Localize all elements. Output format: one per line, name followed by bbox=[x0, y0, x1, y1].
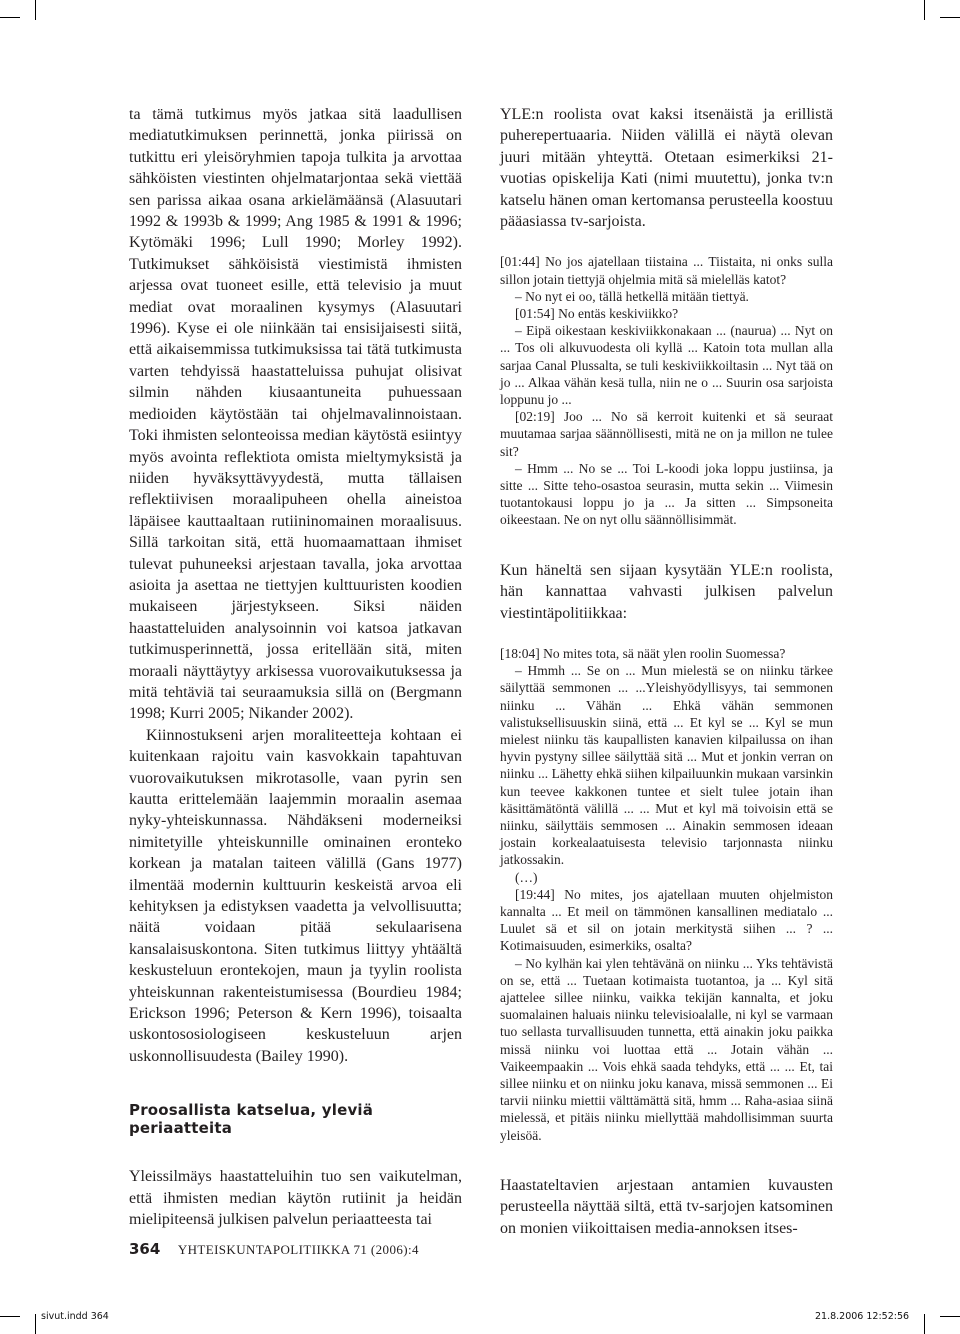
interview-line: – No kylhän kai ylen tehtävänä on niinku ... Yks tehtävistä on se, että ... Tuetaan kotimaista tuotantoa, ja ... Kyl sitä ajattelee sillee niinku, vaikka tekijän kannalta, et joku suomalainen haluais niinku televisioalalle, ni kyl se varmaan tuo sellasta turvallisuuden tunnetta, että ainakin joku paikka missä niinku voi luottaa että ... Jotain vähän ... Vaikeempaakin ... Vois ehkä saada tehdyks, että ... ... Et, tai sillee niinku et on niinku joku kanava, missä semmonen ... Ei tarvii niinku miettii välttämättä sitä, hmm ... Raha-asiaa siinä mielessä, et pitäis niinku miellyttää mahdollisimman suurta yleisöä. bbox=[500, 955, 833, 1143]
interview-line: (…) bbox=[515, 869, 538, 885]
interview-line: [01:44] No jos ajatellaan tiistaina ... Tiistaita, ni onks sulla sillon jotain tiettyjä ohjelmia mitä sä mielelläs katot? bbox=[500, 254, 833, 287]
left-column bbox=[129, 104, 462, 1231]
right-column bbox=[500, 104, 833, 1239]
body-paragraph: YLE:n roolista ovat kaksi itsenäistä ja erillistä puherepertuaaria. Niiden välillä ei näytä olevan juuri mitään yhteyttä. Otetaan esimerkiksi 21-vuotias opiskelija Kati (nimi muutettu), jonka tv:n katselu hänen oman kertomansa perusteella koostuu pääasiassa tv-sarjoista. bbox=[500, 106, 833, 231]
body-paragraph: Yleissilmäys haastatteluihin tuo sen vaikutelman, että ihmisten median käytön rutiinit ja heidän mielipiteensä julkisen palvelun periaatteesta tai bbox=[129, 1168, 462, 1229]
crop-mark-top-right-v bbox=[924, 0, 925, 20]
interview-line: [18:04] No mites tota, sä näät ylen roolin Suomessa? bbox=[500, 645, 786, 661]
interview-line: – Eipä oikestaan keskiviikkonakaan ... (naurua) ... Nyt on ... Tos oli alkuvuodesta oli kyllä ... Katoin tota mullan alla sarjaa Canal Plussalta, se tuli keskiviikkoiltasin ... Nyt tää on jo ... Alkaa vähän kesä tulla, niin ne o ... Suurin osa sarjoista loppunu jo ... bbox=[500, 323, 833, 408]
crop-mark-bottom-right-h bbox=[940, 1316, 960, 1317]
interview-line: – Hmmh ... Se on ... Mun mielestä se on niinku tärkee säilyttää semmonen ... ...Yleishyödyllisyys, tai semmonen niinku ... Vähän ... Ehkä vähän semmonen valistuksellisuuskin siinä, että ... Et kyl se ... Kyl se mun mielest niinku täs kaupallisten kanavien kilpailussa on ihan hyvin pystyny sillee säilyttää sitä ... Mut et jonkin verran on niinku ... Lähetty ehkä siihen kilpailuunkin mukaan varsinkin kun teevee kakkonen tuntee et sielt tulee jotain ihan käsittämätöntä välillä ... ... Mut et kyl mä toivoisin että se niinku, säilyttäis semmosen ... Ainakin semmosen ideaan jostain korkealaatuisesta televisio tarjonnasta niinku jatkossakin. bbox=[500, 663, 833, 868]
journal-name: YHTEISKUNTAPOLITIIKKA 71 (2006):4 bbox=[177, 1242, 419, 1257]
interview-line: [02:19] Joo ... No sä kerroit kuitenki et sä seuraat muutamaa sarjaa säännöllisesti, mitä ne on ja millon ne tulee sit? bbox=[500, 409, 833, 459]
crop-mark-bottom-left-h bbox=[0, 1316, 20, 1317]
crop-mark-top-left-v bbox=[35, 0, 36, 20]
body-paragraph: Kiinnostukseni arjen moraliteetteja kohtaan ei kuitenkaan rajoitu vain kasvokkain tapahtuvan vuorovaikutuksen mikrotasolle, vaan pyrin sen kautta erittelemään laajemmin moraalin asemaa nyky-yhteiskunnassa. Nähdäkseni moderneiksi nimitetyille yhteiskunnille ominainen eronteko korkean ja matalan taiteen välillä (Gans 1977) ilmentää modernin kulttuurin keskeistä arvoa eli kehityksen ja edistyksen vaadetta ja velvollisuutta; näitä voidaan pitää sekulaarisena kansalaisuskontona. Siten tutkimus liittyy yhtäältä keskusteluun erontekojen, maun ja tyylin roolista yhteiskunnan rakenteistumisessa (Bourdieu 1984; Erickson 1996; Peterson & Kern 1996), toisaalta uskontososiologiseen keskusteluun arjen uskonnollisuudesta (Bailey 1990). bbox=[129, 726, 462, 1065]
page-number: 364 bbox=[129, 1240, 161, 1258]
body-paragraph: Haastateltavien arjestaan antamien kuvausten perusteella näyttää siltä, että tv-sarjojen katsominen on monien viikoittaisen media-annoksen itses- bbox=[500, 1176, 833, 1237]
interview-excerpt bbox=[500, 645, 833, 1144]
slug-file-info: sivut.indd 364 bbox=[41, 1311, 109, 1322]
crop-mark-bottom-right-v bbox=[924, 1314, 925, 1334]
body-paragraph: Kun häneltä sen sijaan kysytään YLE:n roolista, hän kannattaa vahvasti julkisen palvelun viestintäpolitiikkaa: bbox=[500, 561, 833, 622]
crop-mark-bottom-left-v bbox=[35, 1314, 36, 1334]
body-paragraph: ta tämä tutkimus myös jatkaa sitä laadullisen mediatutkimuksen perinnettä, jonka piirissä on tutkittu eri yleisöryhmien tapoja tulkita ja arvottaa sähköisten viestinten ohjelmatarjontaa sekä viettää sen parissa aikaa osana arkielämäänsä (Alasuutari 1992 & 1993b & 1999; Ang 1985 & 1991 & 1996; Kytömäki 1996; Lull 1990; Morley 1992). Tutkimukset sähköisistä viestimistä ihmisten arjessa ovat tuoneet esille, että televisio ja muut mediat ovat moraalinen kysymys (Alasuutari 1996). Kyse ei ole niinkään tai ensisijaisesti siitä, että aikaisemmissa tutkimuksissa tai tätä tutkimusta varten tehdyissä haastatteluissa puhujat olisivat silmin nähden kiusaantuneita puhuessaan medioiden käytöstään tai ohjelmavalinnoistaan. Toki ihmisten selonteoissa median käytöstä esiintyy myös avointa reflektiota omista mieltymyksistä ja niiden hyväksyttävyydestä, mutta tällaisen reflektiivisen moraalipuheen ohella aineistoa läpäisee kauttaaltaan rutiininomainen moraalisuus. Sillä tarkoitan sitä, että huomaamattaan ihmiset tulevat puhuneeksi arjestaan tavalla, joka arvottaa asioita ja asettaa ne tiettyjen kulttuuristen koodien mukaiseen järjestykseen. Siksi näiden haastatteluiden analysoinnin voi katsoa jatkavan tutkimusperinnettä, jossa eritellään sitä, miten moraali näyttäytyy arkisessa vuorovaikutuksessa ja mitä tehtäviä tai seuraamuksia sillä on (Bergmann 1998; Kurri 2005; Nikander 2002). bbox=[129, 106, 462, 723]
crop-mark-top-right-h bbox=[940, 17, 960, 18]
slug-timestamp: 21.8.2006 12:52:56 bbox=[815, 1311, 910, 1322]
interview-line: – No nyt ei oo, tällä hetkellä mitään tiettyä. bbox=[515, 288, 749, 304]
section-heading: Proosallista katselua, yleviä periaatteita bbox=[129, 1101, 374, 1138]
interview-line: [01:54] No entäs keskiviikko? bbox=[515, 306, 679, 322]
crop-mark-top-left-h bbox=[0, 17, 20, 18]
interview-excerpt bbox=[500, 253, 833, 528]
interview-line: [19:44] No mites, jos ajatellaan muuten ohjelmiston kannalta ... Et meil on tämmönen kansallinen mediatalo ... Luulet sä et sil on jotain merkitystä siihen ... ? ... Kotimaisuuden, esimerkiks, osalta? bbox=[500, 886, 833, 954]
interview-line: – Hmm ... No se ... Toi L-koodi joka loppu justiinsa, ja sitte ... Sitte teho-osastoa seurasin, mutta sekin ... Viimesin tuotantokausi loppu jo ja ... Ja sitten ... Simpsoneita oikeestaan. Ne on nyt ollu säännöllisimmät. bbox=[500, 460, 833, 528]
page-footer bbox=[129, 1240, 419, 1259]
